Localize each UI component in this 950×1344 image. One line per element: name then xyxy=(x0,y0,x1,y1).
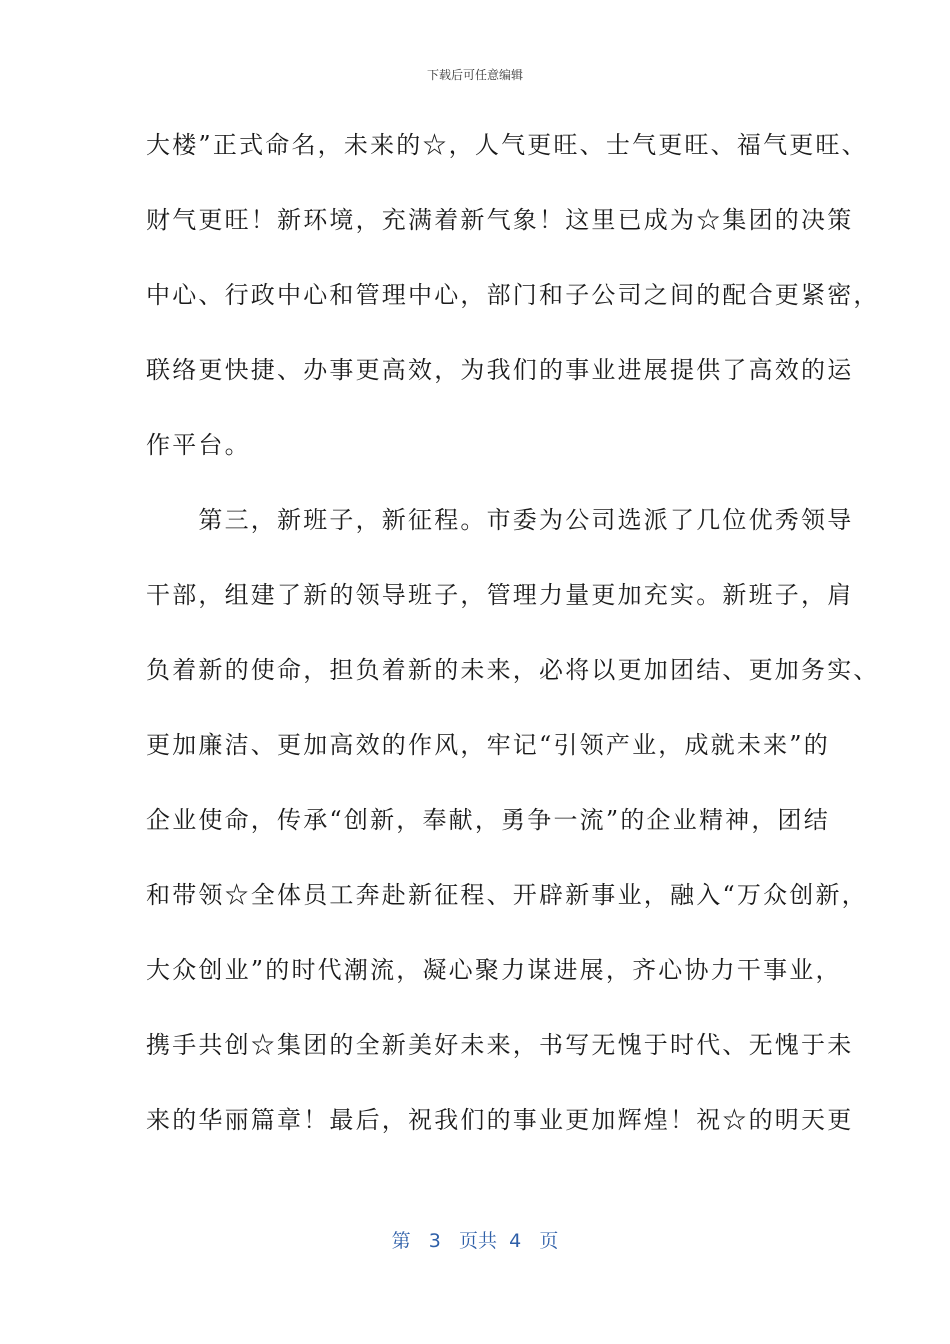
text-line: 中心、行政中心和管理中心，部门和子公司之间的配合更紧密， xyxy=(146,281,880,309)
text-line: 财气更旺！新环境，充满着新气象！这里已成为☆集团的决策 xyxy=(146,206,854,234)
text-line: 更加廉洁、更加高效的作风，牢记“引领产业，成就未来”的 xyxy=(146,731,830,759)
header-note: 下载后可任意编辑 xyxy=(426,68,523,82)
text-line: 和带领☆全体员工奔赴新征程、开辟新事业，融入“万众创新， xyxy=(146,881,868,909)
page-footer xyxy=(0,1226,950,1253)
page-suffix: 页 xyxy=(539,1230,559,1252)
current-page-number: 3 xyxy=(428,1230,441,1252)
text-line: 干部，组建了新的领导班子，管理力量更加充实。新班子，肩 xyxy=(146,581,854,609)
page-mid-label: 页共 xyxy=(459,1230,498,1252)
total-pages-number: 4 xyxy=(509,1230,522,1252)
text-line: 企业使命，传承“创新，奉献，勇争一流”的企业精神，团结 xyxy=(146,806,830,834)
text-line: 来的华丽篇章！最后，祝我们的事业更加辉煌！祝☆的明天更 xyxy=(146,1106,854,1134)
text-line: 大楼”正式命名，未来的☆，人气更旺、士气更旺、福气更旺、 xyxy=(146,131,868,159)
text-line: 携手共创☆集团的全新美好未来，书写无愧于时代、无愧于未 xyxy=(146,1031,854,1059)
text-line: 大众创业”的时代潮流，凝心聚力谋进展，齐心协力干事业， xyxy=(146,956,842,984)
text-line: 作平台。 xyxy=(146,431,251,459)
text-line: 第三，新班子，新征程。市委为公司选派了几位优秀领导 xyxy=(146,506,854,534)
text-line: 联络更快捷、办事更高效，为我们的事业进展提供了高效的运 xyxy=(146,356,854,384)
page-prefix: 第 xyxy=(391,1230,411,1252)
text-line: 负着新的使命，担负着新的未来，必将以更加团结、更加务实、 xyxy=(146,656,880,684)
